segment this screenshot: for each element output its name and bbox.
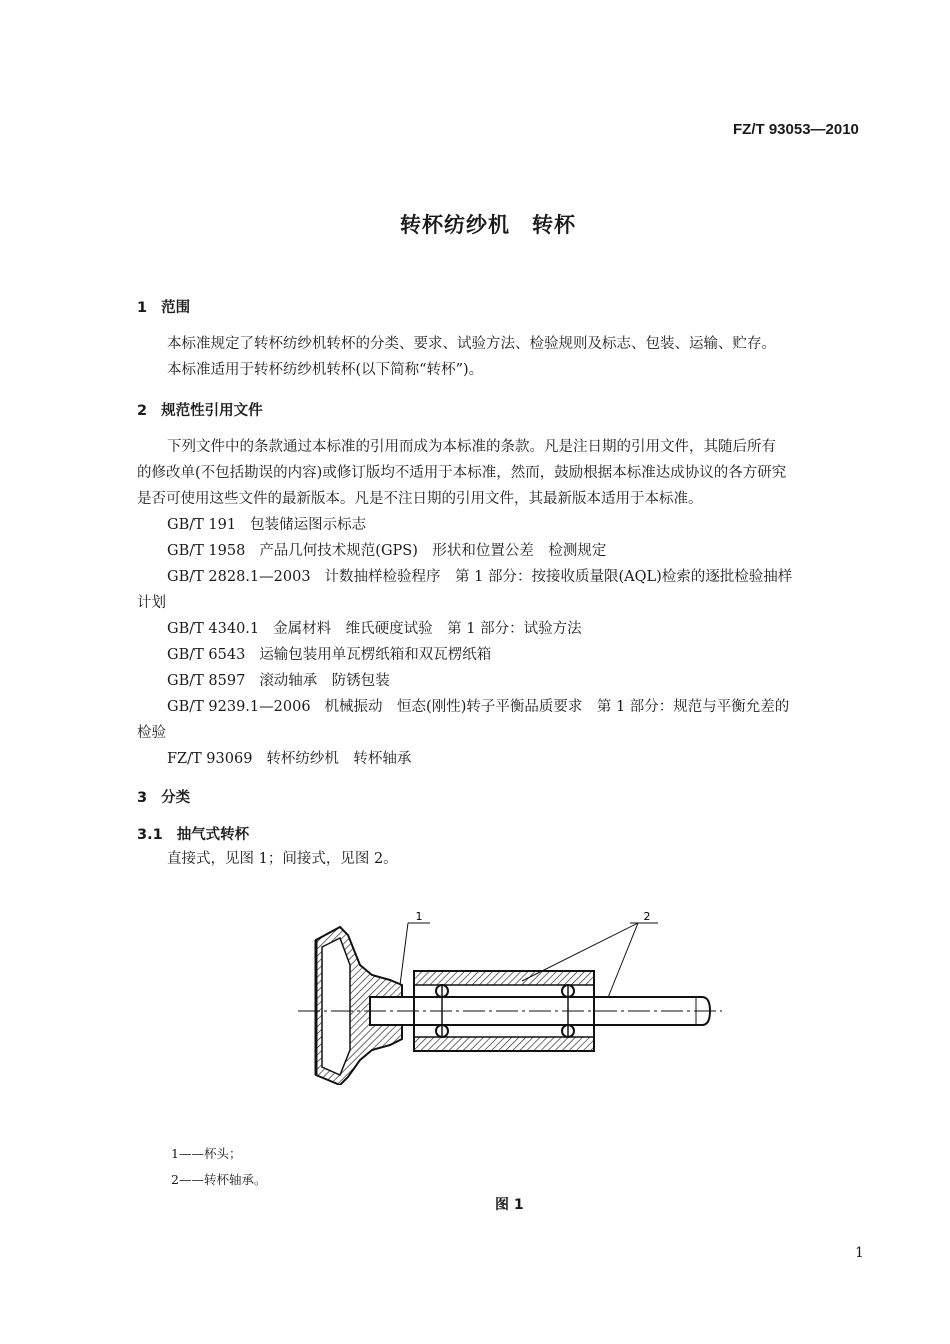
callout-2-label: 2	[643, 910, 651, 923]
ref-title: 滚动轴承 防锈包装	[259, 673, 390, 689]
ref-code: GB/T 8597	[167, 673, 246, 689]
reference-item	[167, 668, 390, 694]
ref-code: GB/T 9239.1—2006	[167, 699, 311, 715]
paragraph: 本标准规定了转杯纺纱机转杯的分类、要求、试验方法、检验规则及标志、包装、运输、贮存。	[167, 336, 776, 352]
page-number: 1	[855, 1245, 864, 1261]
reference-item	[167, 538, 606, 564]
ref-code: GB/T 2828.1—2003	[167, 569, 311, 585]
title-sub: 转杯	[532, 213, 576, 237]
ref-title: 机械振动 恒态(刚性)转子平衡品质要求 第 1 部分：规范与平衡允差的	[324, 699, 790, 715]
section-number: 3.1	[137, 827, 163, 843]
paragraph-line: 的修改单(不包括勘误的内容)或修订版均不适用于本标准，然而，鼓励根据本标准达成协议的各方研究	[137, 465, 787, 481]
legend-item: 2——转杯轴承。	[171, 1172, 267, 1187]
ref-code: FZ/T 93069	[167, 751, 253, 767]
section-3-heading	[137, 786, 190, 807]
page-title	[400, 209, 576, 239]
paragraph-line: 是否可使用这些文件的最新版本。凡是不注日期的引用文件，其最新版本适用于本标准。	[137, 491, 703, 507]
section-title: 分类	[161, 790, 191, 806]
ref-code: GB/T 6543	[167, 647, 246, 663]
ref-title: 运输包装用单瓦楞纸箱和双瓦楞纸箱	[259, 647, 492, 663]
section-number: 1	[137, 300, 148, 316]
section-number: 2	[137, 403, 148, 419]
standard-number: FZ/T 93053—2010	[733, 121, 859, 138]
callout-1-label: 1	[415, 910, 423, 923]
ref-title: 包装储运图示标志	[250, 517, 367, 533]
section-number: 3	[137, 790, 148, 806]
ref-code: GB/T 191	[167, 517, 237, 533]
reference-continuation: 检验	[137, 725, 166, 741]
ref-code: GB/T 1958	[167, 543, 246, 559]
ref-title: 转杯纺纱机 转杯轴承	[266, 751, 412, 767]
reference-item	[167, 564, 792, 590]
paragraph-line: 下列文件中的条款通过本标准的引用而成为本标准的条款。凡是注日期的引用文件，其随后所有	[167, 439, 776, 455]
rotor-cup-figure	[290, 905, 730, 1085]
reference-item	[167, 616, 582, 642]
reference-continuation: 计划	[137, 595, 166, 611]
ref-code: GB/T 4340.1	[167, 621, 260, 637]
section-title: 抽气式转杯	[176, 827, 250, 843]
paragraph: 直接式，见图 1；间接式，见图 2。	[167, 851, 398, 867]
section-1-heading	[137, 296, 190, 317]
legend-item: 1——杯头；	[171, 1146, 242, 1161]
reference-item	[167, 512, 366, 538]
section-title: 规范性引用文件	[161, 403, 263, 419]
subsection-3-1-heading	[137, 823, 249, 844]
ref-title: 金属材料 维氏硬度试验 第 1 部分：试验方法	[273, 621, 582, 637]
ref-title: 计数抽样检验程序 第 1 部分：按接收质量限(AQL)检索的逐批检验抽样	[324, 569, 793, 585]
section-2-heading	[137, 399, 263, 420]
title-main: 转杯纺纱机	[400, 213, 510, 237]
callout-2-leader	[522, 923, 658, 1005]
reference-item	[167, 746, 411, 772]
reference-item	[167, 694, 789, 720]
reference-item	[167, 642, 491, 668]
ref-title: 产品几何技术规范(GPS) 形状和位置公差 检测规定	[259, 543, 607, 559]
section-title: 范围	[161, 300, 191, 316]
paragraph: 本标准适用于转杯纺纱机转杯(以下简称“转杯”)。	[167, 362, 484, 378]
figure-caption: 图 1	[495, 1197, 524, 1213]
